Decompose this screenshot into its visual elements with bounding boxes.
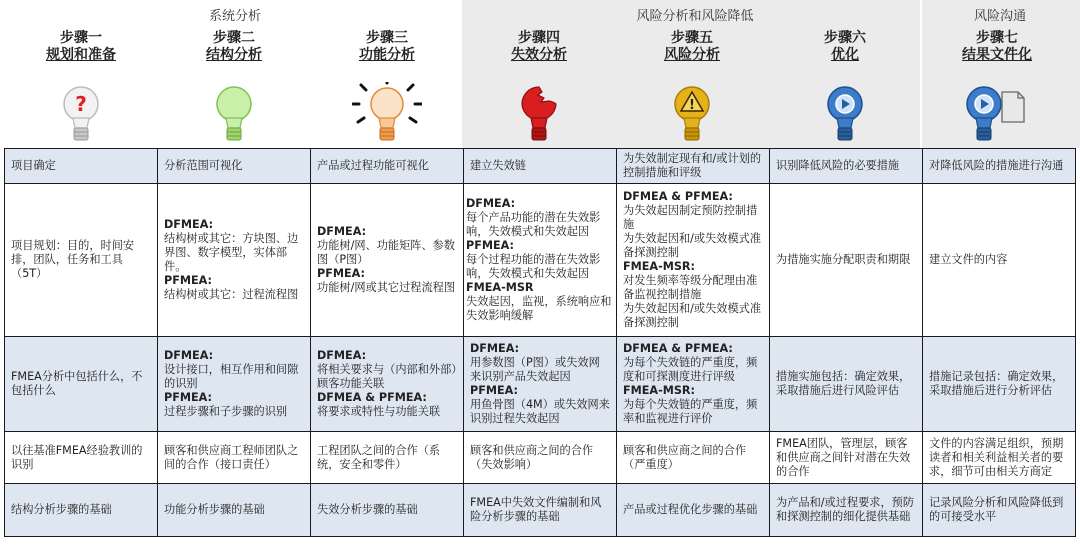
warning-bulb-icon: [657, 82, 727, 148]
broken-red-bulb-icon: [504, 82, 574, 148]
table-cell: [158, 184, 311, 337]
step-5-name: 风险分析: [664, 47, 720, 63]
table-cell: 失效分析步骤的基础: [311, 484, 464, 537]
cell-heading: PFMEA:: [317, 267, 365, 280]
table-cell: 以往基准FMEA经验教训的识别: [5, 432, 158, 484]
table-cell: 结构分析步骤的基础: [5, 484, 158, 537]
table-cell: 为失效制定现有和/或计划的控制措施和评级: [617, 149, 770, 184]
table-cell: [311, 184, 464, 337]
table-cell: 措施记录包括：确定效果，采取措施后进行分析评估: [923, 337, 1076, 432]
table-cell: 项目确定: [5, 149, 158, 184]
cell-text: 用鱼骨图（4M）或失效网来识别过程失效起因: [470, 398, 610, 425]
cell-heading: DFMEA:: [466, 197, 516, 210]
cell-heading: DFMEA & PFMEA:: [623, 190, 733, 203]
step-1-number: 步骤一: [60, 30, 102, 46]
cell-text: 为失效起因和/或失效模式准备探测控制: [623, 232, 762, 259]
table-row-methods: [5, 184, 1076, 337]
glowing-bulb-icon: [352, 82, 422, 148]
group-title-risk-communication: 风险沟通: [973, 9, 1026, 24]
step-7-header: [927, 30, 1067, 64]
cell-heading: DFMEA:: [317, 349, 367, 362]
table-cell: 为措施实施分配职责和期限: [770, 184, 923, 337]
cell-heading: DFMEA & PFMEA:: [623, 342, 733, 355]
cell-text: 将相关要求与（内部和外部）顾客功能关联: [317, 363, 457, 390]
svg-text:!: !: [689, 98, 695, 113]
cell-heading: DFMEA:: [164, 218, 214, 231]
step-4-name: 失效分析: [511, 47, 567, 63]
table-cell: 分析范围可视化: [158, 149, 311, 184]
table-row-basis: [5, 484, 1076, 537]
cell-heading: PFMEA:: [164, 274, 212, 287]
table-cell: [158, 337, 311, 432]
step-5-header: [622, 30, 762, 64]
table-row-collaboration: [5, 432, 1076, 484]
cell-heading: PFMEA:: [470, 384, 518, 397]
table-row-scope: [5, 337, 1076, 432]
table-cell: 记录风险分析和风险降低到的可接受水平: [923, 484, 1076, 537]
table-cell: 建立文件的内容: [923, 184, 1076, 337]
cell-text: 用参数图（P图）或失效网来识别产品失效起因: [470, 356, 600, 383]
table-cell: 识别降低风险的必要措施: [770, 149, 923, 184]
step-4-header: [469, 30, 609, 64]
cell-text: 每个过程功能的潜在失效影响，失效模式和失效起因: [466, 253, 601, 280]
step-6-number: 步骤六: [824, 30, 866, 46]
step-3-number: 步骤三: [366, 30, 408, 46]
cell-heading: FMEA-MSR:: [623, 384, 695, 397]
cell-heading: PFMEA:: [164, 391, 212, 404]
step-6-header: [775, 30, 915, 64]
cell-text: 结构树或其它：方块图、边界图、数字模型，实体部件。: [164, 232, 299, 273]
cell-text: 设计接口，相互作用和间隙的识别: [164, 363, 299, 390]
table-cell: FMEA分析中包括什么，不包括什么: [5, 337, 158, 432]
step-2-name: 结构分析: [206, 47, 262, 63]
table-cell: 顾客和供应商工程师团队之间的合作（接口责任）: [158, 432, 311, 484]
svg-text:?: ?: [75, 92, 87, 116]
cell-heading: FMEA-MSR: [466, 281, 534, 294]
table-cell: 产品或过程功能可视化: [311, 149, 464, 184]
cell-heading: FMEA-MSR:: [623, 260, 695, 273]
cell-text: 为失效起因制定预防控制措施: [623, 204, 758, 231]
table-cell: [464, 184, 617, 337]
table-cell: FMEA中失效文件编制和风险分析步骤的基础: [464, 484, 617, 537]
cell-text: 过程步骤和子步骤的识别: [164, 405, 288, 418]
table-cell: 建立失效链: [464, 149, 617, 184]
table-cell: 功能分析步骤的基础: [158, 484, 311, 537]
step-3-header: [317, 30, 457, 64]
cell-text: 功能树/网或其它过程流程图: [317, 281, 456, 294]
step-7-name: 结果文件化: [962, 47, 1032, 63]
fmea-steps-table: [4, 148, 1076, 537]
cell-text: 为失效起因和/或失效模式准备探测控制: [623, 302, 762, 329]
table-cell: 措施实施包括：确定效果，采取措施后进行风险评估: [770, 337, 923, 432]
step-5-number: 步骤五: [671, 30, 713, 46]
table-cell: [617, 184, 770, 337]
cell-heading: DFMEA & PFMEA:: [317, 391, 427, 404]
cell-text: 为每个失效链的严重度，频率和监视进行评价: [623, 398, 758, 425]
cell-text: 结构树或其它：过程流程图: [164, 288, 299, 301]
play-bulb-icon: [810, 82, 880, 148]
group-title-risk-analysis: 风险分析和风险降低: [636, 9, 754, 24]
cell-heading: DFMEA:: [470, 342, 520, 355]
step-1-name: 规划和准备: [46, 47, 116, 63]
table-cell: [617, 337, 770, 432]
cell-heading: DFMEA:: [317, 225, 367, 238]
table-cell: 为产品和/或过程要求，预防和探测控制的细化提供基础: [770, 484, 923, 537]
step-4-number: 步骤四: [518, 30, 560, 46]
cell-text: 对发生频率等级分配理由准备监视控制措施: [623, 274, 758, 301]
table-cell: 顾客和供应商之间的合作（失效影响）: [464, 432, 617, 484]
cell-heading: PFMEA:: [466, 239, 514, 252]
table-cell: 产品或过程优化步骤的基础: [617, 484, 770, 537]
step-1-header: [11, 30, 151, 64]
cell-text: 将要求或特性与功能关联: [317, 405, 441, 418]
question-bulb-icon: [46, 82, 116, 148]
cell-heading: DFMEA:: [164, 349, 214, 362]
table-cell: [464, 337, 617, 432]
table-cell: [311, 337, 464, 432]
group-title-system-analysis: 系统分析: [208, 9, 261, 24]
table-cell: 项目规划：目的，时间安排，团队，任务和工具（5T）: [5, 184, 158, 337]
cell-text: 失效起因，监视，系统响应和失效影响缓解: [466, 295, 612, 322]
cell-text: 每个产品功能的潜在失效影响，失效模式和失效起因: [466, 211, 601, 238]
cell-text: 为每个失效链的严重度，频度和可探测度进行评级: [623, 356, 758, 383]
table-row-purpose: [5, 149, 1076, 184]
table-cell: 文件的内容满足组织，预期读者和相关利益相关者的要求，细节可由相关方商定: [923, 432, 1076, 484]
green-bulb-icon: [199, 82, 269, 148]
step-7-number: 步骤七: [976, 30, 1018, 46]
table-cell: 对降低风险的措施进行沟通: [923, 149, 1076, 184]
cell-text: 功能树/网、功能矩阵、参数图（P图）: [317, 239, 456, 266]
step-6-name: 优化: [831, 47, 859, 63]
step-3-name: 功能分析: [359, 47, 415, 63]
step-2-header: [164, 30, 304, 64]
step-2-number: 步骤二: [213, 30, 255, 46]
document-bulb-icon: [958, 82, 1028, 148]
table-cell: FMEA团队，管理层，顾客和供应商之间针对潜在失效的合作: [770, 432, 923, 484]
table-cell: 工程团队之间的合作（系统，安全和零件）: [311, 432, 464, 484]
table-cell: 顾客和供应商之间的合作（严重度）: [617, 432, 770, 484]
